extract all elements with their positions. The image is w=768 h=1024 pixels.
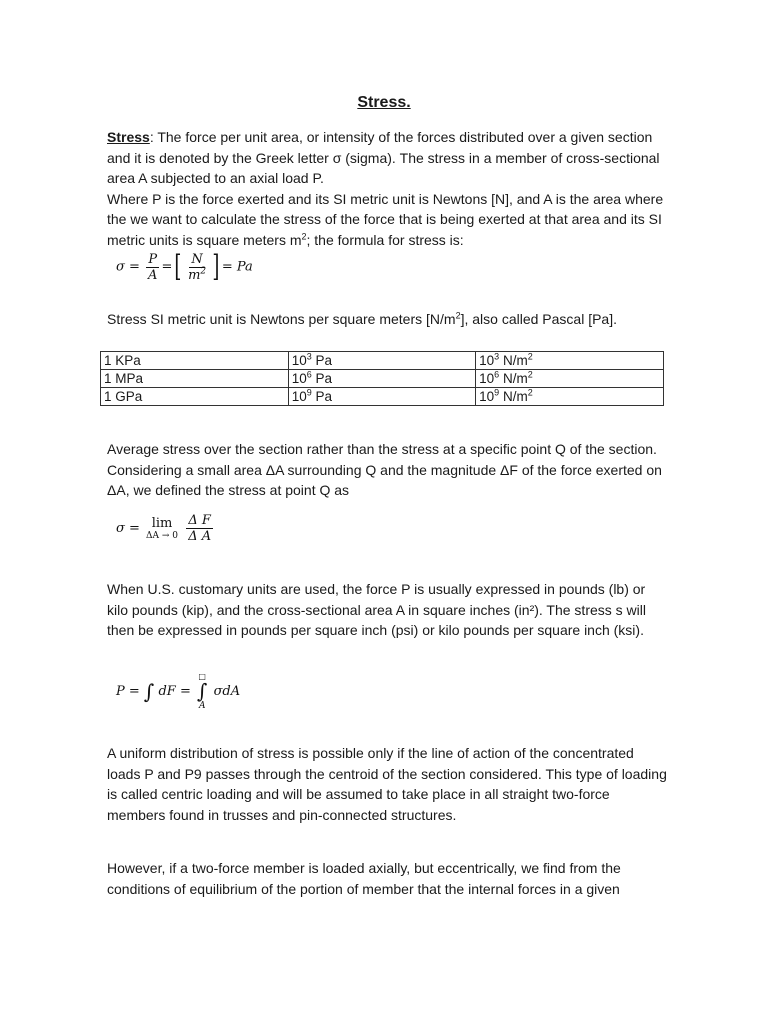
cell-newton-base: 10 bbox=[479, 371, 495, 386]
cell-prefix-text: 1 MPa bbox=[104, 371, 144, 386]
cell-newton-unit: N/m bbox=[499, 389, 528, 404]
p3-text: Stress SI metric unit is Newtons per square meters [N/m bbox=[107, 311, 456, 327]
right-bracket-icon: ] bbox=[212, 249, 220, 284]
eq2-sub: ΔA → 0 bbox=[146, 531, 179, 541]
cell-newton-unit: N/m bbox=[499, 353, 528, 368]
integral-icon: ∫ bbox=[143, 679, 155, 704]
cell-prefix-text: 1 KPa bbox=[104, 353, 141, 368]
equation-stress-limit bbox=[116, 513, 215, 544]
table-row bbox=[101, 352, 664, 370]
eq3-integral-bounds bbox=[197, 672, 207, 711]
integral-icon-2: ∫ bbox=[197, 679, 208, 703]
p3-tail: ], also called Pascal [Pa]. bbox=[460, 311, 617, 327]
paragraph-uniform-distribution: A uniform distribution of stress is possible only if the line of action of the concentrated loads P and P9 passes through the centroid of the section considered. This type of loading is called centric loading and will be assumed to take place in all straight two-force members found in trusses and pin-connected structures. bbox=[107, 745, 667, 823]
cell-newton-base: 10 bbox=[479, 353, 495, 368]
eq1-unit-den-sup: 2 bbox=[200, 266, 207, 277]
definition-text: : The force per unit area, or intensity of the forces distributed over a given section and it is denoted by the Greek letter σ (sigma). The stress in a member of cross-sectional area A subjected to an axial load P. bbox=[107, 129, 660, 186]
eq2-den: Δ A bbox=[188, 529, 212, 544]
cell-prefix bbox=[101, 370, 289, 388]
eq1-unit-den: m bbox=[188, 267, 201, 283]
cell-newton bbox=[476, 388, 664, 406]
cell-pascal-base: 10 bbox=[291, 371, 307, 386]
eq3-upper: □ bbox=[198, 672, 206, 681]
paragraph-si-unit bbox=[107, 309, 667, 330]
cell-newton bbox=[476, 370, 664, 388]
cell-newton-unit-exp: 2 bbox=[527, 387, 533, 398]
eq3-lhs: P = bbox=[116, 684, 140, 699]
p2-sup: 2 bbox=[301, 230, 307, 241]
table-row bbox=[101, 370, 664, 388]
cell-pascal-base: 10 bbox=[291, 353, 307, 368]
cell-newton-exp: 3 bbox=[494, 351, 500, 362]
eq1-equals: = bbox=[161, 259, 173, 275]
cell-newton-exp: 9 bbox=[494, 387, 500, 398]
cell-prefix bbox=[101, 352, 289, 370]
cell-pascal-exp: 6 bbox=[306, 369, 312, 380]
term-stress: Stress bbox=[107, 129, 150, 145]
eq2-lim: lim bbox=[151, 516, 173, 531]
p2-text: Where P is the force exerted and its SI metric unit is Newtons [N], and A is the area where the we want to calculate the stress of the force that is being exerted at that area and its SI metric units is square meters m bbox=[107, 190, 664, 248]
eq3-rhs: σdA bbox=[213, 684, 241, 699]
eq1-lhs: σ = bbox=[116, 259, 140, 275]
paragraph-stress-definition bbox=[107, 127, 667, 250]
cell-newton-base: 10 bbox=[479, 389, 495, 404]
eq2-lhs: σ = bbox=[116, 521, 140, 536]
cell-pascal bbox=[288, 352, 475, 370]
units-table bbox=[100, 351, 664, 406]
cell-newton-unit: N/m bbox=[499, 371, 528, 386]
cell-pascal-unit: Pa bbox=[311, 353, 333, 368]
p3-sup: 2 bbox=[455, 310, 461, 321]
eq1-den: A bbox=[148, 267, 158, 283]
eq1-unit-num: N bbox=[191, 251, 203, 267]
eq1-unit-den-wrap bbox=[186, 268, 208, 283]
table-row bbox=[101, 388, 664, 406]
cell-pascal bbox=[288, 388, 475, 406]
equation-stress-formula bbox=[116, 251, 253, 283]
cell-newton bbox=[476, 352, 664, 370]
page-title: Stress. bbox=[357, 94, 411, 111]
eq3-mid: dF = bbox=[158, 684, 191, 699]
cell-pascal-exp: 9 bbox=[306, 387, 312, 398]
eq1-fraction bbox=[146, 252, 159, 283]
paragraph-eccentric-loading: However, if a two-force member is loaded axially, but eccentrically, we find from the conditions of equilibrium of the portion of member that the internal forces in a given bbox=[107, 860, 621, 897]
cell-pascal-unit: Pa bbox=[311, 371, 333, 386]
eq1-num: P bbox=[148, 251, 158, 267]
eq3-lower: A bbox=[198, 701, 206, 711]
left-bracket-icon: [ bbox=[174, 249, 182, 284]
eq2-limit bbox=[146, 516, 178, 541]
paragraph-us-units: When U.S. customary units are used, the force P is usually expressed in pounds (lb) or kilo pounds (kip), and the cross-sectional area A in square inches (in²). The stress s will then be expressed in pounds per square inch (psi) or kilo pounds per square inch (ksi). bbox=[107, 581, 646, 638]
eq2-fraction bbox=[186, 513, 213, 544]
p2-tail: ; the formula for stress is: bbox=[306, 231, 464, 248]
eq1-rhs: = Pa bbox=[221, 259, 253, 275]
cell-pascal-unit: Pa bbox=[311, 389, 333, 404]
cell-pascal-exp: 3 bbox=[306, 351, 312, 362]
cell-prefix bbox=[101, 388, 289, 406]
cell-newton-exp: 6 bbox=[494, 369, 500, 380]
eq2-num: Δ F bbox=[188, 513, 211, 528]
cell-prefix-text: 1 GPa bbox=[104, 389, 143, 404]
cell-newton-unit-exp: 2 bbox=[527, 369, 533, 380]
cell-pascal-base: 10 bbox=[291, 389, 307, 404]
cell-pascal bbox=[288, 370, 475, 388]
eq1-unit-fraction bbox=[186, 252, 208, 283]
equation-force-integral bbox=[116, 672, 240, 711]
paragraph-average-stress: Average stress over the section rather than the stress at a specific point Q of the section. Considering a small area ΔA surrounding Q and the magnitude ΔF of the force exerted on ΔA, we defined the stress at point Q as bbox=[107, 441, 662, 498]
cell-newton-unit-exp: 2 bbox=[527, 351, 533, 362]
